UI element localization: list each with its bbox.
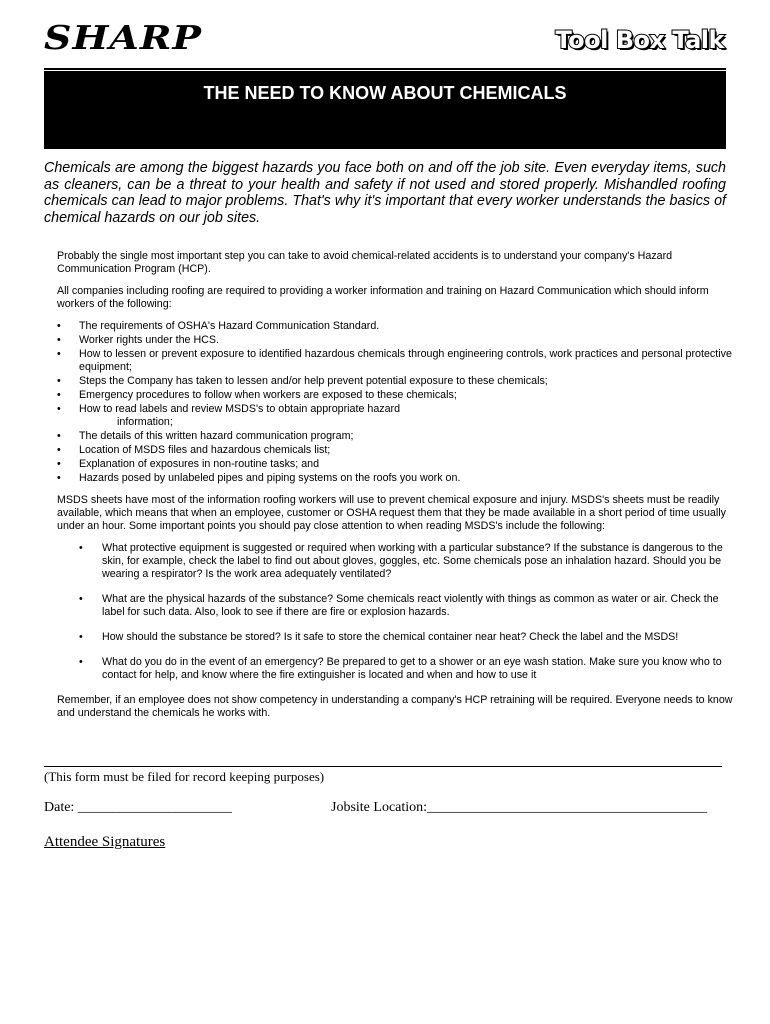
- sharp-logo: SHARP: [44, 18, 202, 57]
- list-item: • What are the physical hazards of the substance? Some chemicals react violently with things as common as water or air. Check the label for such data. Also, look to see if there are fire or explosion hazards.: [57, 593, 735, 619]
- training-topics-list: [57, 320, 735, 485]
- attendee-signatures-heading: Attendee Signatures: [44, 834, 166, 850]
- list-item: • Emergency procedures to follow when workers are exposed to these chemicals;: [57, 389, 735, 402]
- page-title: THE NEED TO KNOW ABOUT CHEMICALS: [203, 83, 567, 103]
- header-divider: [44, 68, 726, 70]
- list-item: • Explanation of exposures in non-routine tasks; and: [57, 458, 735, 471]
- paragraph-training: All companies including roofing are required to providing a worker information and training on Hazard Communication which should inform workers of the following:: [57, 285, 709, 310]
- body-text: [57, 250, 735, 729]
- form-divider: [44, 766, 722, 767]
- list-item: • How to lessen or prevent exposure to identified hazardous chemicals through engineering controls, work practices and personal protective equipment;: [57, 348, 735, 374]
- paragraph-msds: MSDS sheets have most of the information roofing workers will use to prevent chemical exposure and injury. MSDS's sheets must be readily available, which means that when an employee, customer or OSHA request them that they be made available in a short period of time usually under an hour. Some important points you should pay close attention to when reading MSDS's include the following:: [57, 494, 726, 532]
- list-item: • How should the substance be stored? Is it safe to store the chemical container near heat? Check the label and the MSDS!: [57, 631, 735, 644]
- list-item: • What protective equipment is suggested or required when working with a particular substance? If the substance is dangerous to the skin, for example, check the label to find out about gloves, goggles, etc. Some chemicals pose an inhalation hazard. Should you be wearing a respirator? Is the work area adequately ventilated?: [57, 542, 735, 581]
- list-item: • What do you do in the event of an emergency? Be prepared to get to a shower or an eye wash station. Make sure you know who to contact for help, and know where the fire extinguisher is located and when and how to use it: [57, 656, 735, 682]
- msds-points-list: [57, 542, 735, 682]
- list-item: • The details of this written hazard communication program;: [57, 430, 735, 443]
- list-item: [57, 403, 735, 429]
- list-item-text: How to read labels and review MSDS's to obtain appropriate hazard: [79, 403, 401, 415]
- paragraph-retraining: Remember, if an employee does not show competency in understanding a company's HCP retraining will be required. Everyone needs to know and understand the chemicals he works with.: [57, 694, 733, 719]
- list-item: • Steps the Company has taken to lessen and/or help prevent potential exposure to these chemicals;: [57, 375, 735, 388]
- record-keeping-note: (This form must be filed for record keeping purposes): [44, 769, 325, 784]
- date-field[interactable]: Date: ______________________: [44, 800, 232, 815]
- list-item: • Hazards posed by unlabeled pipes and piping systems on the roofs you work on.: [57, 472, 735, 485]
- intro-paragraph: Chemicals are among the biggest hazards you face both on and off the job site. Even everyday items, such as cleaners, can be a threat to your health and safety if not used and stored properly. Mishandled roofing chemicals can lead to major problems. That's why it's important that every worker understands the basics of chemical hazards on our job sites.: [44, 160, 726, 226]
- list-item: • Worker rights under the HCS.: [57, 334, 735, 347]
- list-item: • The requirements of OSHA's Hazard Communication Standard.: [57, 320, 735, 333]
- tool-box-talk-badge: Tool Box Talk: [555, 26, 724, 54]
- list-item: • Location of MSDS files and hazardous chemicals list;: [57, 444, 735, 457]
- paragraph-hcp: Probably the single most important step you can take to avoid chemical-related accidents is to understand your company's Hazard Communication Program (HCP).: [57, 250, 673, 275]
- title-banner: [44, 71, 726, 149]
- list-item-continuation: information;: [117, 416, 173, 428]
- jobsite-location-field[interactable]: Jobsite Location:________________________________________: [331, 800, 708, 815]
